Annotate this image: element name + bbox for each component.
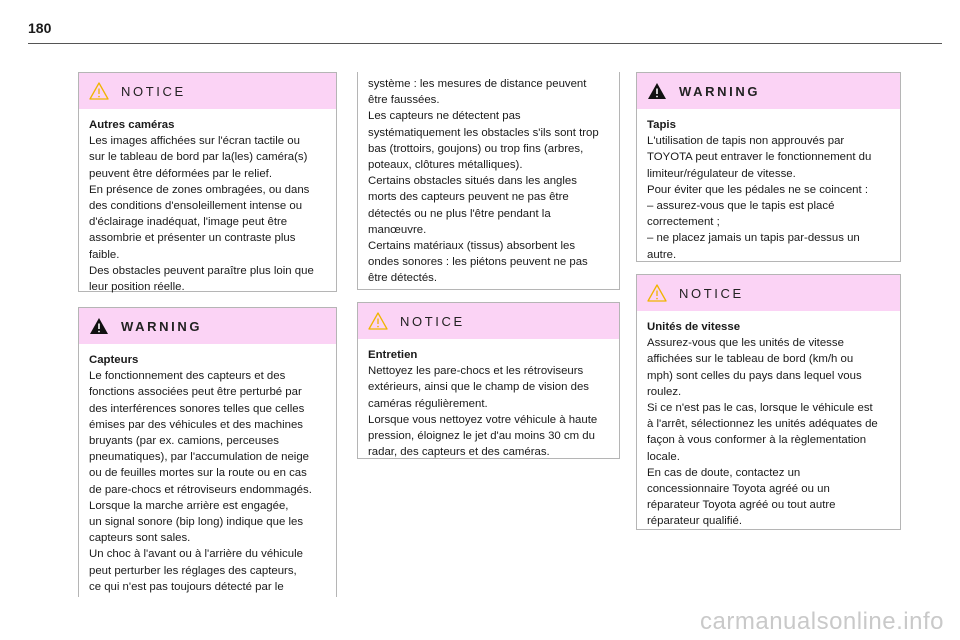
warning-title: Capteurs (89, 354, 139, 366)
warning-triangle-outline-icon (89, 82, 109, 100)
warning-triangle-filled-icon (89, 317, 109, 335)
header-rule (28, 43, 942, 44)
notice-body (637, 311, 900, 538)
warning-triangle-outline-icon (368, 312, 388, 330)
page-number: 180 (28, 20, 52, 36)
warning-header (79, 308, 336, 344)
warning-box-tapis (636, 72, 901, 262)
notice-label: NOTICE (121, 83, 186, 99)
notice-title: Unités de vitesse (647, 321, 741, 333)
notice-box-autres-cameras (78, 72, 337, 292)
warning-box-continuation (357, 72, 620, 290)
notice-label: NOTICE (400, 313, 465, 329)
warning-label: WARNING (121, 318, 203, 334)
warning-header (637, 73, 900, 109)
warning-box-capteurs (78, 307, 337, 597)
notice-box-entretien (357, 302, 620, 459)
warning-label: WARNING (679, 83, 761, 99)
watermark: carmanualsonline.info (700, 608, 944, 635)
notice-text: Les images affichées sur l'écran tactile ou sur le tableau de bord par la(les) caméra(s) peuvent être déformées par le relief. En présence de zones ombragées, ou dans des conditions d'ensoleillement intense ou d'éclairage inadéquat, l'image peut être assombrie et présenter un contraste plus faible. Des obstacles peuvent paraître plus loin que leur position réelle. (89, 135, 314, 294)
warning-triangle-outline-icon (647, 284, 667, 302)
warning-body (637, 109, 900, 271)
notice-body (79, 109, 336, 303)
notice-header (637, 275, 900, 311)
notice-title: Entretien (368, 349, 418, 361)
continuation-text: système : les mesures de distance peuvent être faussées. Les capteurs ne détectent pas systématiquement les obstacles s'ils sont trop bas (trottoirs, goujons) ou trop fins (arbres, poteaux, clôtures métalliques). Certains obstacles situés dans les angles morts des capteurs peuvent ne pas être détectés ou ne plus l'être pendant la manœuvre. Certains matériaux (tissus) absorbent les ondes sonores : les piétons peuvent ne pas être détectés. (368, 78, 599, 285)
warning-text: Le fonctionnement des capteurs et des fonctions associées peut être perturbé par des interférences sonores telles que celles émises par des véhicules et des machines bruyants (par ex. camions, perceuses pneumatiques), par l'accumulation de neige ou de feuilles mortes sur la route ou en cas de pare-chocs et rétroviseurs endommagés. Lorsque la marche arrière est engagée, un signal sonore (bip long) indique que les capteurs sont sales. Un choc à l'avant ou à l'arrière du véhicule peut perturber les réglages des capteurs, ce qui n'est pas toujours détecté par le (89, 370, 312, 593)
notice-body (358, 339, 619, 468)
warning-title: Tapis (647, 119, 676, 131)
warning-triangle-filled-icon (647, 82, 667, 100)
warning-text: L'utilisation de tapis non approuvés par TOYOTA peut entraver le fonctionnement du limiteur/régulateur de vitesse. Pour éviter que les pédales ne se coincent : – assurez-vous que le tapis est placé correctement ; – ne placez jamais un tapis par-dessus un autre. (647, 135, 872, 261)
notice-header (79, 73, 336, 109)
notice-box-unites-vitesse (636, 274, 901, 530)
warning-body (79, 344, 336, 603)
continuation-body (358, 72, 619, 295)
notice-text: Nettoyez les pare-chocs et les rétroviseurs extérieurs, ainsi que le champ de vision des caméras régulièrement. Lorsque vous nettoyez votre véhicule à haute pression, éloignez le jet d'au moins 30 cm du radar, des capteurs et des caméras. (368, 365, 598, 459)
notice-label: NOTICE (679, 285, 744, 301)
notice-title: Autres caméras (89, 119, 175, 131)
notice-text: Assurez-vous que les unités de vitesse affichées sur le tableau de bord (km/h ou mph) sont celles du pays dans lequel vous roulez. Si ce n'est pas le cas, lorsque le véhicule est à l'arrêt, sélectionnez les unités adéquates de façon à vous conformer à la règlementation locale. En cas de doute, contactez un concessionnaire Toyota agréé ou un réparateur Toyota agréé ou tout autre réparateur qualifié. (647, 337, 878, 528)
notice-header (358, 303, 619, 339)
